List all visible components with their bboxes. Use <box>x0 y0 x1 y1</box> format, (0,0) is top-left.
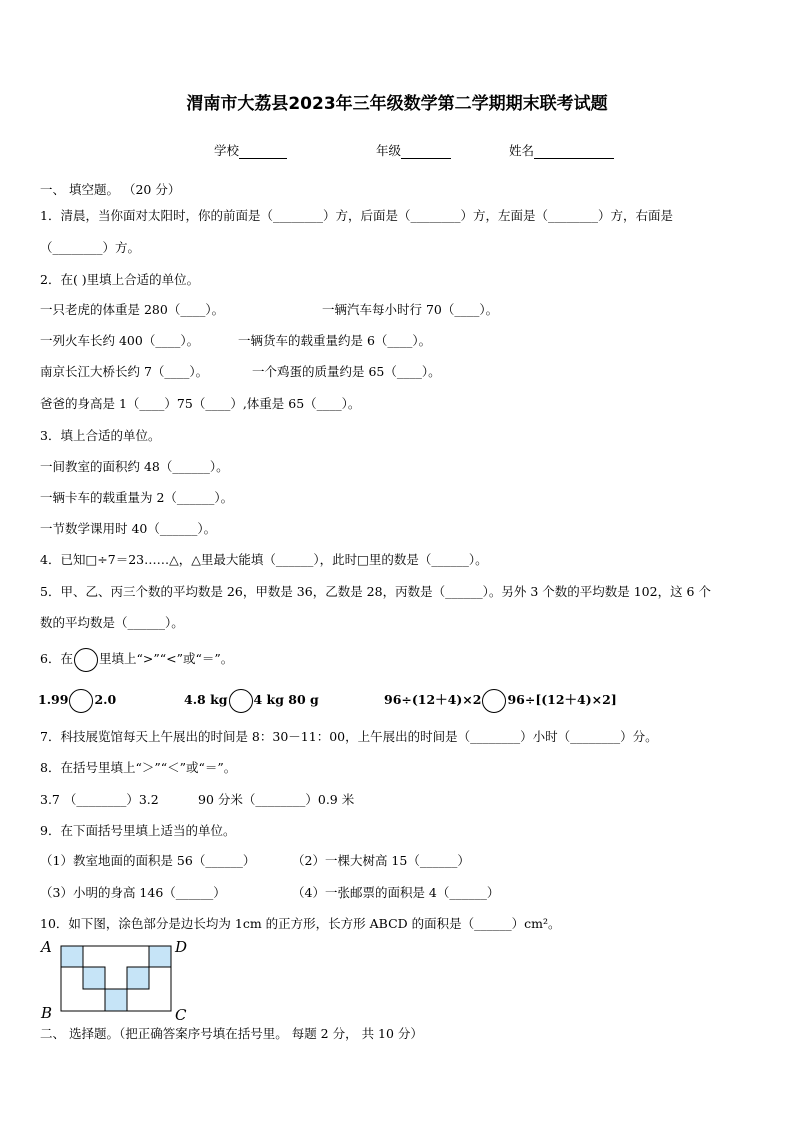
question-3-item-3: 一节数学课用时 40（______）。 <box>40 521 217 536</box>
compare-circle <box>74 648 98 672</box>
answer-circle-2[interactable] <box>229 689 253 713</box>
school-label: 学校 <box>214 143 240 158</box>
section-1-heading: 一、 填空题。 （20 分） <box>40 182 181 197</box>
label-c: C <box>175 1006 187 1022</box>
question-8-heading: 8．在括号里填上“＞”“＜”或“＝”。 <box>40 760 237 775</box>
question-9-item-3: （3）小明的身高 146（______） <box>40 885 226 900</box>
page-title: 渭南市大荔县2023年三年级数学第二学期期末联考试题 <box>186 94 608 114</box>
question-8-item-1: 3.7 （________）3.2 <box>40 792 159 807</box>
question-1-line-2: （________）方。 <box>40 240 141 255</box>
question-2-item-7: 爸爸的身高是 1（____）75（____）,体重是 65（____）。 <box>40 396 361 411</box>
compare-3-right: 96÷[(12＋4)×2] <box>507 692 617 707</box>
label-a: A <box>41 938 52 956</box>
grade-field[interactable] <box>376 141 451 159</box>
question-3-item-1: 一间教室的面积约 48（______）。 <box>40 459 229 474</box>
question-6-heading <box>40 647 233 672</box>
question-2-item-2: 一辆汽车每小时行 70（____）。 <box>322 302 499 317</box>
shaded-square <box>83 967 105 989</box>
question-9-item-2: （2）一棵大树高 15（______） <box>292 853 470 868</box>
question-2-item-5: 南京长江大桥长约 7（____）。 <box>40 364 209 379</box>
school-field[interactable] <box>214 141 287 159</box>
name-field[interactable] <box>509 141 614 159</box>
shaded-square <box>127 967 149 989</box>
grade-label: 年级 <box>376 143 402 158</box>
question-10: 10．如下图，涂色部分是边长均为 1cm 的正方形，长方形 ABCD 的面积是（______）cm²。 <box>40 916 561 931</box>
label-b: B <box>41 1004 53 1022</box>
shaded-square <box>149 946 171 967</box>
question-2-item-4: 一辆货车的载重量约是 6（____）。 <box>238 333 432 348</box>
rectangle-abcd-figure <box>38 938 198 1022</box>
question-8-item-2: 90 分米（________）0.9 米 <box>198 792 355 807</box>
question-2-item-3: 一列火车长约 400（____）。 <box>40 333 200 348</box>
compare-3-left: 96÷(12＋4)×2 <box>384 692 482 707</box>
section-2-heading: 二、 选择题。（把正确答案序号填在括号里。 每题 2 分， 共 10 分） <box>40 1026 423 1041</box>
question-5-line-1: 5．甲、乙、丙三个数的平均数是 26，甲数是 36，乙数是 28，丙数是（______）。另外 3 个数的平均数是 102，这 6 个 <box>40 584 711 599</box>
question-6-item-1 <box>38 688 116 713</box>
question-6-prefix: 6．在 <box>40 651 73 666</box>
question-3-item-2: 一辆卡车的载重量为 2（______）。 <box>40 490 234 505</box>
shaded-squares <box>61 946 171 1011</box>
question-2-item-6: 一个鸡蛋的质量约是 65（____）。 <box>252 364 441 379</box>
answer-circle-3[interactable] <box>482 689 506 713</box>
compare-1-left: 1.99 <box>38 692 69 707</box>
compare-2-left: 4.8 kg <box>184 692 228 707</box>
question-3-heading: 3．填上合适的单位。 <box>40 428 161 443</box>
shaded-square <box>61 946 83 967</box>
name-label: 姓名 <box>509 143 535 158</box>
compare-1-right: 2.0 <box>94 692 117 707</box>
question-7: 7．科技展览馆每天上午展出的时间是 8：30－11：00，上午展出的时间是（________）小时（________）分。 <box>40 729 658 744</box>
question-2-item-1: 一只老虎的体重是 280（____）。 <box>40 302 225 317</box>
answer-circle-1[interactable] <box>69 689 93 713</box>
question-6-item-3 <box>384 688 617 713</box>
shaded-square <box>105 989 127 1011</box>
question-5-line-2: 数的平均数是（______）。 <box>40 615 184 630</box>
question-9-heading: 9．在下面括号里填上适当的单位。 <box>40 823 236 838</box>
compare-2-right: 4 kg 80 g <box>253 692 319 707</box>
question-9-item-1: （1）教室地面的面积是 56（______） <box>40 853 256 868</box>
question-2-heading: 2．在( )里填上合适的单位。 <box>40 272 200 287</box>
question-6-item-2 <box>184 688 319 713</box>
question-4: 4．已知□÷7＝23……△，△里最大能填（______），此时□里的数是（______）。 <box>40 552 488 567</box>
question-1-line-1: 1．清晨，当你面对太阳时，你的前面是（________）方，后面是（________）方，左面是（________）方，右面是 <box>40 208 673 223</box>
label-d: D <box>175 938 188 956</box>
question-6-suffix: 里填上“>”“<”或“＝”。 <box>98 651 234 666</box>
question-9-item-4: （4）一张邮票的面积是 4（______） <box>292 885 500 900</box>
